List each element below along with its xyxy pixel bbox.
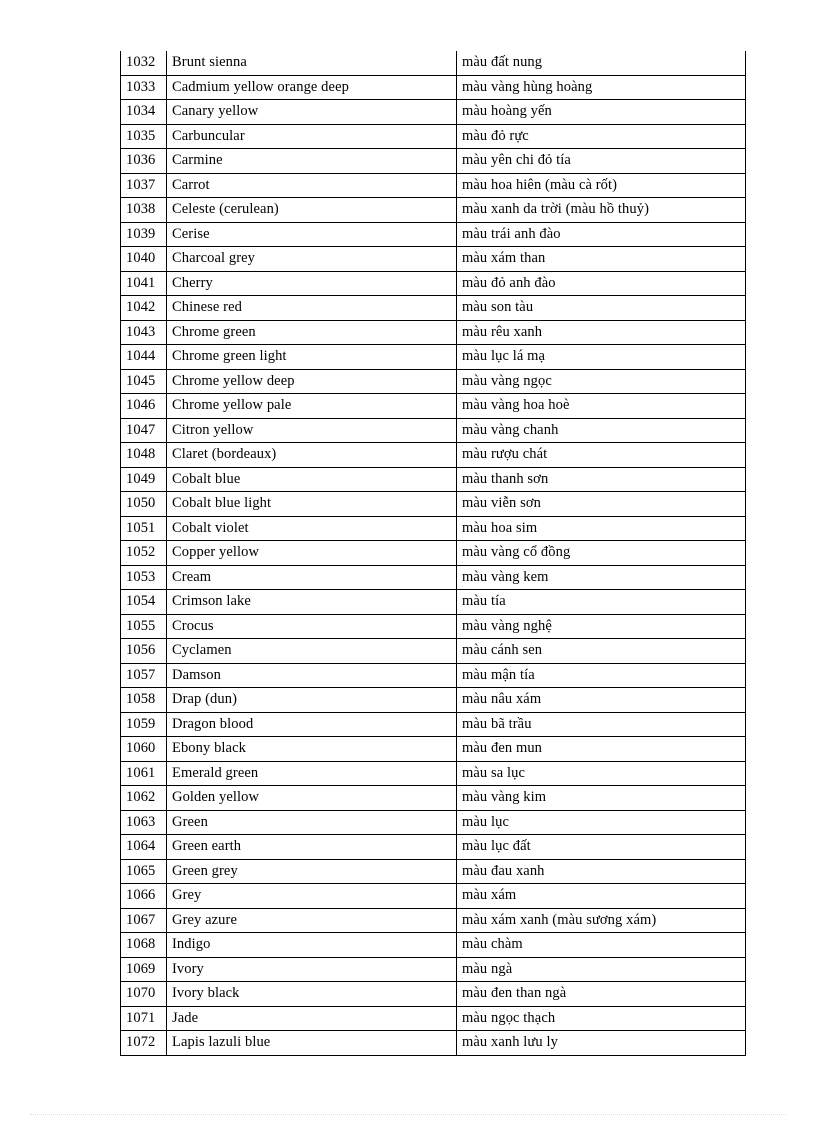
row-number-cell: 1044 xyxy=(121,345,167,370)
row-number-cell: 1039 xyxy=(121,222,167,247)
table-row xyxy=(121,908,746,933)
row-number-cell: 1064 xyxy=(121,835,167,860)
vietnamese-term-cell: màu chàm xyxy=(457,933,746,958)
vietnamese-term-cell: màu lục xyxy=(457,810,746,835)
vietnamese-term-cell: màu đỏ rực xyxy=(457,124,746,149)
english-term-cell: Carbuncular xyxy=(167,124,457,149)
vietnamese-term-cell: màu đỏ anh đào xyxy=(457,271,746,296)
vietnamese-term-cell: màu đất nung xyxy=(457,51,746,75)
row-number-cell: 1052 xyxy=(121,541,167,566)
english-term-cell: Green grey xyxy=(167,859,457,884)
vietnamese-term-cell: màu xám xanh (màu sương xám) xyxy=(457,908,746,933)
table-row xyxy=(121,761,746,786)
table-row xyxy=(121,859,746,884)
table-row xyxy=(121,198,746,223)
row-number-cell: 1067 xyxy=(121,908,167,933)
row-number-cell: 1033 xyxy=(121,75,167,100)
row-number-cell: 1051 xyxy=(121,516,167,541)
vietnamese-term-cell: màu rượu chát xyxy=(457,443,746,468)
table-row xyxy=(121,835,746,860)
english-term-cell: Drap (dun) xyxy=(167,688,457,713)
vietnamese-term-cell: màu cánh sen xyxy=(457,639,746,664)
table-row xyxy=(121,614,746,639)
table-row xyxy=(121,663,746,688)
table-row xyxy=(121,320,746,345)
table-row xyxy=(121,492,746,517)
english-term-cell: Grey xyxy=(167,884,457,909)
english-term-cell: Indigo xyxy=(167,933,457,958)
english-term-cell: Celeste (cerulean) xyxy=(167,198,457,223)
row-number-cell: 1063 xyxy=(121,810,167,835)
row-number-cell: 1034 xyxy=(121,100,167,125)
row-number-cell: 1042 xyxy=(121,296,167,321)
row-number-cell: 1070 xyxy=(121,982,167,1007)
vietnamese-term-cell: màu vàng hoa hoè xyxy=(457,394,746,419)
vietnamese-term-cell: màu sa lục xyxy=(457,761,746,786)
color-glossary-table xyxy=(120,51,746,1056)
table-row xyxy=(121,712,746,737)
english-term-cell: Dragon blood xyxy=(167,712,457,737)
vietnamese-term-cell: màu xám than xyxy=(457,247,746,272)
row-number-cell: 1068 xyxy=(121,933,167,958)
english-term-cell: Green earth xyxy=(167,835,457,860)
row-number-cell: 1071 xyxy=(121,1006,167,1031)
english-term-cell: Carmine xyxy=(167,149,457,174)
row-number-cell: 1037 xyxy=(121,173,167,198)
vietnamese-term-cell: màu tía xyxy=(457,590,746,615)
row-number-cell: 1053 xyxy=(121,565,167,590)
row-number-cell: 1048 xyxy=(121,443,167,468)
row-number-cell: 1057 xyxy=(121,663,167,688)
row-number-cell: 1049 xyxy=(121,467,167,492)
english-term-cell: Cobalt blue light xyxy=(167,492,457,517)
english-term-cell: Canary yellow xyxy=(167,100,457,125)
table-row xyxy=(121,369,746,394)
vietnamese-term-cell: màu lục lá mạ xyxy=(457,345,746,370)
english-term-cell: Jade xyxy=(167,1006,457,1031)
vietnamese-term-cell: màu vàng chanh xyxy=(457,418,746,443)
row-number-cell: 1032 xyxy=(121,51,167,75)
english-term-cell: Grey azure xyxy=(167,908,457,933)
english-term-cell: Chrome green xyxy=(167,320,457,345)
english-term-cell: Chrome yellow pale xyxy=(167,394,457,419)
table-row xyxy=(121,565,746,590)
table-row xyxy=(121,173,746,198)
vietnamese-term-cell: màu nâu xám xyxy=(457,688,746,713)
table-row xyxy=(121,786,746,811)
vietnamese-term-cell: màu vàng kim xyxy=(457,786,746,811)
table-row xyxy=(121,271,746,296)
vietnamese-term-cell: màu vàng nghệ xyxy=(457,614,746,639)
table-row xyxy=(121,222,746,247)
table-row xyxy=(121,982,746,1007)
row-number-cell: 1059 xyxy=(121,712,167,737)
table-row xyxy=(121,1006,746,1031)
row-number-cell: 1069 xyxy=(121,957,167,982)
table-row xyxy=(121,345,746,370)
table-row xyxy=(121,737,746,762)
english-term-cell: Cyclamen xyxy=(167,639,457,664)
row-number-cell: 1055 xyxy=(121,614,167,639)
english-term-cell: Cherry xyxy=(167,271,457,296)
table-row xyxy=(121,467,746,492)
vietnamese-term-cell: màu hoàng yến xyxy=(457,100,746,125)
english-term-cell: Cerise xyxy=(167,222,457,247)
row-number-cell: 1040 xyxy=(121,247,167,272)
table-row xyxy=(121,394,746,419)
row-number-cell: 1043 xyxy=(121,320,167,345)
table-row xyxy=(121,149,746,174)
table-row xyxy=(121,639,746,664)
row-number-cell: 1050 xyxy=(121,492,167,517)
english-term-cell: Carrot xyxy=(167,173,457,198)
table-row xyxy=(121,418,746,443)
vietnamese-term-cell: màu ngà xyxy=(457,957,746,982)
english-term-cell: Damson xyxy=(167,663,457,688)
row-number-cell: 1066 xyxy=(121,884,167,909)
english-term-cell: Chinese red xyxy=(167,296,457,321)
row-number-cell: 1065 xyxy=(121,859,167,884)
table-row xyxy=(121,516,746,541)
vietnamese-term-cell: màu hoa hiên (màu cà rốt) xyxy=(457,173,746,198)
vietnamese-term-cell: màu đen mun xyxy=(457,737,746,762)
row-number-cell: 1060 xyxy=(121,737,167,762)
vietnamese-term-cell: màu xanh lưu ly xyxy=(457,1031,746,1056)
english-term-cell: Copper yellow xyxy=(167,541,457,566)
table-row xyxy=(121,810,746,835)
vietnamese-term-cell: màu đen than ngà xyxy=(457,982,746,1007)
vietnamese-term-cell: màu vàng cổ đồng xyxy=(457,541,746,566)
english-term-cell: Ivory black xyxy=(167,982,457,1007)
row-number-cell: 1047 xyxy=(121,418,167,443)
english-term-cell: Brunt sienna xyxy=(167,51,457,75)
row-number-cell: 1072 xyxy=(121,1031,167,1056)
row-number-cell: 1035 xyxy=(121,124,167,149)
english-term-cell: Claret (bordeaux) xyxy=(167,443,457,468)
english-term-cell: Golden yellow xyxy=(167,786,457,811)
table-row xyxy=(121,443,746,468)
row-number-cell: 1062 xyxy=(121,786,167,811)
table-row xyxy=(121,541,746,566)
vietnamese-term-cell: màu yên chi đỏ tía xyxy=(457,149,746,174)
row-number-cell: 1045 xyxy=(121,369,167,394)
english-term-cell: Crimson lake xyxy=(167,590,457,615)
vietnamese-term-cell: màu rêu xanh xyxy=(457,320,746,345)
row-number-cell: 1038 xyxy=(121,198,167,223)
english-term-cell: Cream xyxy=(167,565,457,590)
vietnamese-term-cell: màu hoa sim xyxy=(457,516,746,541)
table-row xyxy=(121,1031,746,1056)
row-number-cell: 1036 xyxy=(121,149,167,174)
table-row xyxy=(121,590,746,615)
english-term-cell: Ebony black xyxy=(167,737,457,762)
table-row xyxy=(121,124,746,149)
table-row xyxy=(121,957,746,982)
vietnamese-term-cell: màu son tàu xyxy=(457,296,746,321)
english-term-cell: Cobalt blue xyxy=(167,467,457,492)
table-row xyxy=(121,688,746,713)
english-term-cell: Ivory xyxy=(167,957,457,982)
vietnamese-term-cell: màu bã trầu xyxy=(457,712,746,737)
row-number-cell: 1056 xyxy=(121,639,167,664)
vietnamese-term-cell: màu lục đất xyxy=(457,835,746,860)
english-term-cell: Chrome green light xyxy=(167,345,457,370)
english-term-cell: Citron yellow xyxy=(167,418,457,443)
english-term-cell: Charcoal grey xyxy=(167,247,457,272)
vietnamese-term-cell: màu mận tía xyxy=(457,663,746,688)
table-row xyxy=(121,296,746,321)
row-number-cell: 1046 xyxy=(121,394,167,419)
vietnamese-term-cell: màu vàng ngọc xyxy=(457,369,746,394)
table-row xyxy=(121,100,746,125)
table-row xyxy=(121,933,746,958)
english-term-cell: Chrome yellow deep xyxy=(167,369,457,394)
english-term-cell: Emerald green xyxy=(167,761,457,786)
vietnamese-term-cell: màu trái anh đào xyxy=(457,222,746,247)
table-row xyxy=(121,51,746,75)
row-number-cell: 1041 xyxy=(121,271,167,296)
table-row xyxy=(121,884,746,909)
page-bottom-divider xyxy=(30,1114,786,1115)
english-term-cell: Lapis lazuli blue xyxy=(167,1031,457,1056)
row-number-cell: 1054 xyxy=(121,590,167,615)
vietnamese-term-cell: màu ngọc thạch xyxy=(457,1006,746,1031)
vietnamese-term-cell: màu viễn sơn xyxy=(457,492,746,517)
vietnamese-term-cell: màu thanh sơn xyxy=(457,467,746,492)
table-body xyxy=(121,51,746,1055)
vietnamese-term-cell: màu vàng kem xyxy=(457,565,746,590)
vietnamese-term-cell: màu vàng hùng hoàng xyxy=(457,75,746,100)
english-term-cell: Cadmium yellow orange deep xyxy=(167,75,457,100)
english-term-cell: Green xyxy=(167,810,457,835)
english-term-cell: Crocus xyxy=(167,614,457,639)
table-row xyxy=(121,247,746,272)
table-row xyxy=(121,75,746,100)
row-number-cell: 1058 xyxy=(121,688,167,713)
vietnamese-term-cell: màu xám xyxy=(457,884,746,909)
vietnamese-term-cell: màu xanh da trời (màu hồ thuỷ) xyxy=(457,198,746,223)
english-term-cell: Cobalt violet xyxy=(167,516,457,541)
row-number-cell: 1061 xyxy=(121,761,167,786)
vietnamese-term-cell: màu đau xanh xyxy=(457,859,746,884)
